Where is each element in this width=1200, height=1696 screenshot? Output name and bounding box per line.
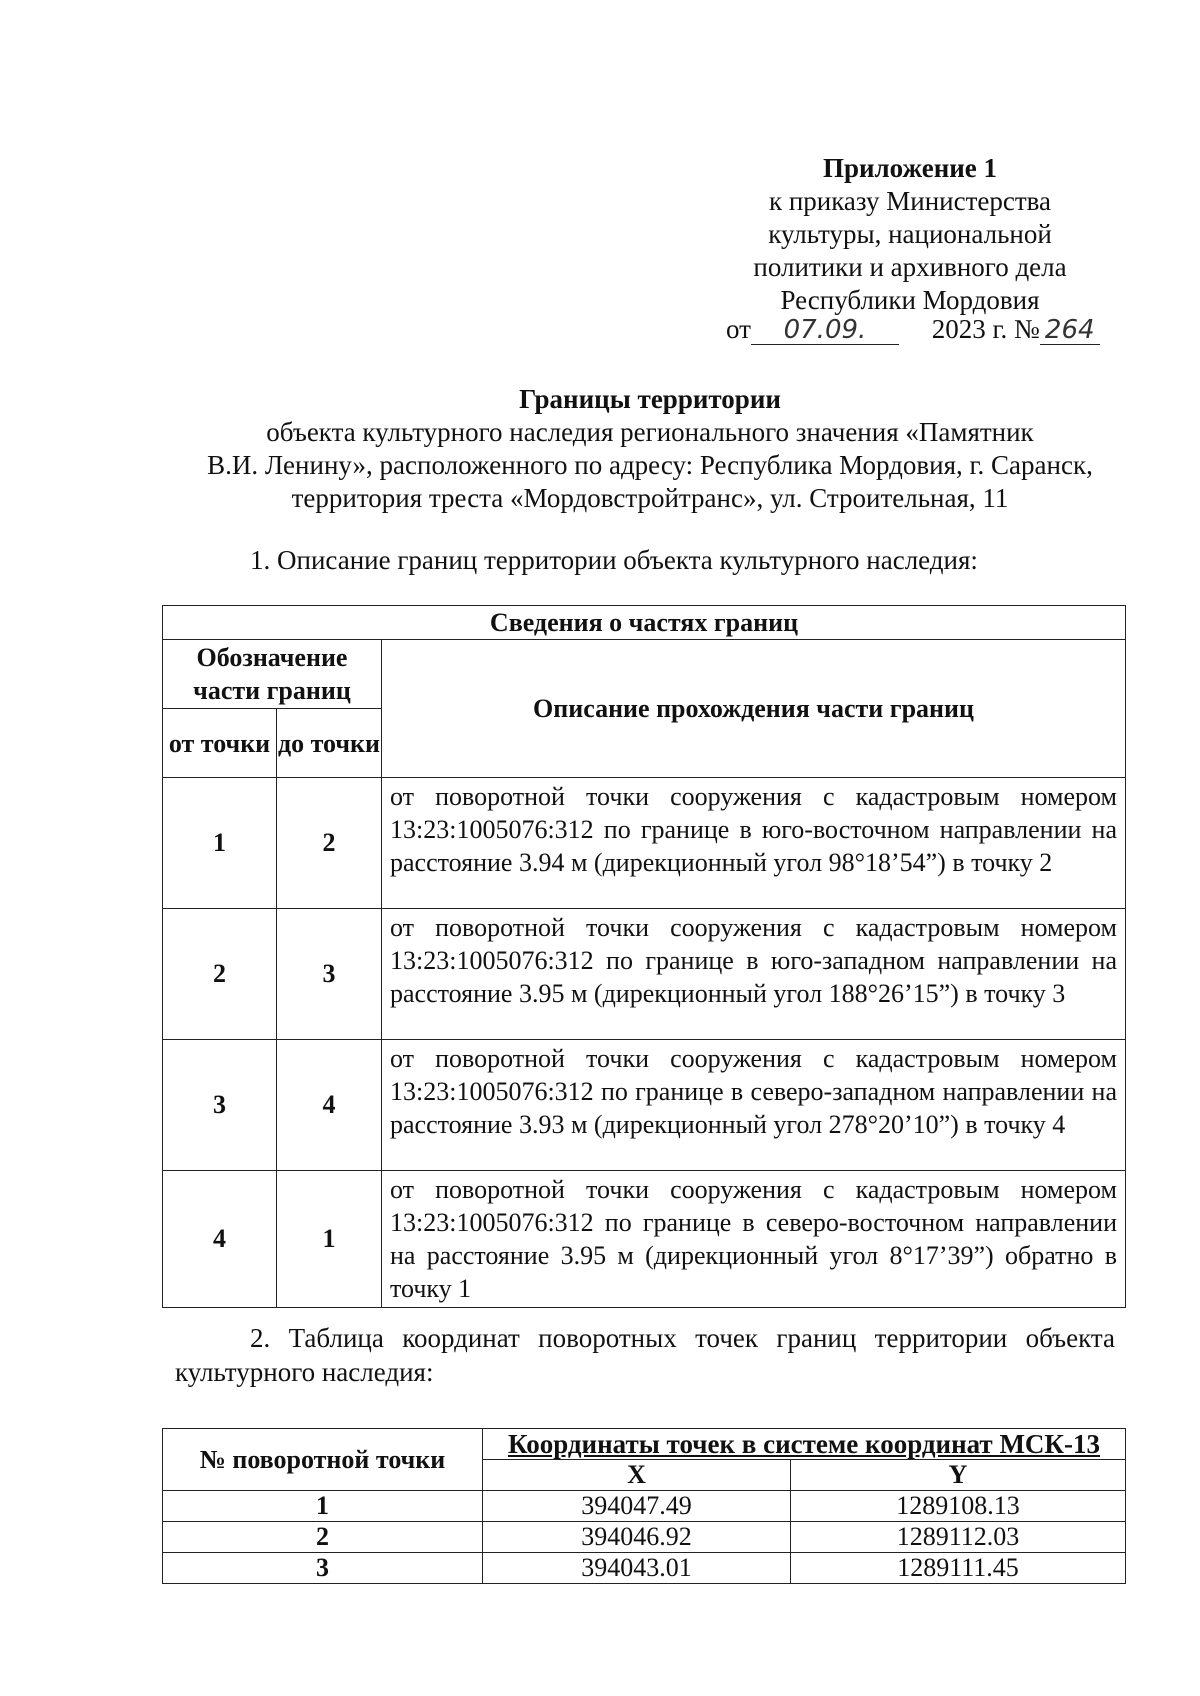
description-cell: от поворотной точки сооружения с кадастровым номером 13:23:1005076:312 по границе в северо-восточном направлении на расстояние 3.95 м (дирекционный угол 8°17’39”) обратно в точку 1 (382, 1171, 1126, 1308)
table-row (163, 1553, 1126, 1584)
table-row (163, 1171, 1126, 1308)
borders-table (162, 605, 1126, 1308)
section-1-heading: 1. Описание границ территории объекта культурного наследия: (250, 545, 978, 575)
to-point-cell: 1 (277, 1171, 382, 1308)
borders-table-caption: Сведения о частях границ (163, 606, 1126, 640)
order-year: 2023 г. № (931, 314, 1040, 344)
appendix-title: Приложение 1 (822, 153, 998, 183)
table-row (163, 1491, 1126, 1522)
header-x: X (483, 1460, 791, 1491)
from-point-cell: 2 (163, 909, 277, 1040)
y-cell: 1289108.13 (791, 1491, 1126, 1522)
y-cell: 1289111.45 (791, 1553, 1126, 1584)
point-number-cell: 1 (163, 1491, 483, 1522)
header-description: Описание прохождения части границ (382, 640, 1126, 778)
header-from-point: от точки (163, 709, 277, 778)
x-cell: 394046.92 (483, 1522, 791, 1553)
description-cell: от поворотной точки сооружения с кадастровым номером 13:23:1005076:312 по границе в северо-западном направлении на расстояние 3.93 м (дирекционный угол 278°20’10”) в точку 4 (382, 1040, 1126, 1171)
x-cell: 394043.01 (483, 1553, 791, 1584)
header-coordinates: Координаты точек в системе координат МСК-13 (483, 1429, 1126, 1460)
header-y: Y (791, 1460, 1126, 1491)
to-point-cell: 3 (277, 909, 382, 1040)
coordinates-table (162, 1428, 1126, 1584)
heading-line: объекта культурного наследия регионального значения «Памятник (266, 417, 1034, 447)
document-heading (160, 383, 1140, 515)
point-number-cell: 2 (163, 1522, 483, 1553)
order-date-handwritten: 07.09. (751, 316, 899, 345)
from-point-cell: 3 (163, 1040, 277, 1171)
to-point-cell: 2 (277, 778, 382, 909)
header-to-point: до точки (277, 709, 382, 778)
y-cell: 1289112.03 (791, 1522, 1126, 1553)
description-cell: от поворотной точки сооружения с кадастровым номером 13:23:1005076:312 по границе в юго-восточном направлении на расстояние 3.94 м (дирекционный угол 98°18’54”) в точку 2 (382, 778, 1126, 909)
order-reference (726, 313, 1146, 346)
from-point-cell: 1 (163, 778, 277, 909)
header-designation: Обозначение части границ (163, 640, 382, 709)
heading-line: территория треста «Мордовстройтранс», ул. Строительная, 11 (291, 483, 1009, 513)
heading-line: В.И. Ленину», расположенного по адресу: Республика Мордовия, г. Саранск, (207, 450, 1093, 480)
point-number-cell: 3 (163, 1553, 483, 1584)
to-point-cell: 4 (277, 1040, 382, 1171)
heading-title: Границы территории (519, 384, 781, 414)
appendix-line: к приказу Министерства (768, 186, 1052, 216)
section-2-heading: 2. Таблица координат поворотных точек границ территории объекта культурного наследия: (175, 1323, 1115, 1387)
appendix-line: Республики Мордовия (780, 285, 1040, 315)
appendix-line: политики и архивного дела (753, 252, 1067, 282)
order-number-handwritten: 264 (1040, 316, 1100, 345)
from-point-cell: 4 (163, 1171, 277, 1308)
order-prefix: от (726, 314, 751, 344)
description-cell: от поворотной точки сооружения с кадастровым номером 13:23:1005076:312 по границе в юго-западном направлении на расстояние 3.95 м (дирекционный угол 188°26’15”) в точку 3 (382, 909, 1126, 1040)
table-row (163, 1522, 1126, 1553)
appendix-line: культуры, национальной (768, 219, 1052, 249)
appendix-header (720, 152, 1100, 317)
table-row (163, 909, 1126, 1040)
table-row (163, 1040, 1126, 1171)
header-point-number: № поворотной точки (163, 1429, 483, 1491)
table-row (163, 778, 1126, 909)
x-cell: 394047.49 (483, 1491, 791, 1522)
